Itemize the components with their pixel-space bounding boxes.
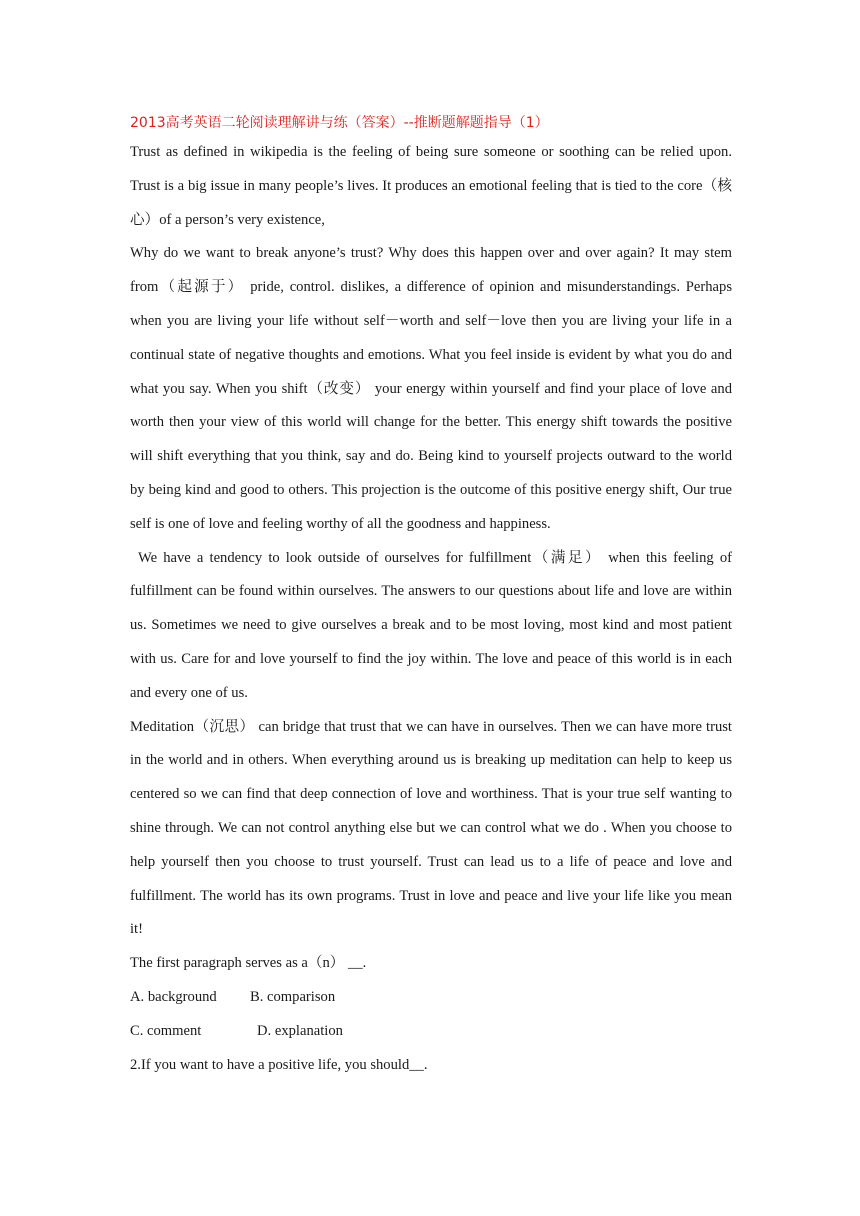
- paragraph-1: Trust as defined in wikipedia is the feeling of being sure someone or soothing can be relied upon. Trust is a big issue in many people’s lives. It produces an emotional feeling that is tied to the core（核心）of a person’s very existence,: [130, 144, 732, 228]
- question-1-options-row-2: [130, 1015, 732, 1049]
- paragraph-4: Meditation（沉思） can bridge that trust that we can have in ourselves. Then we can have more trust in the world and in others. When everything around us is breaking up meditation can help to keep us centered so we can find that deep connection of love and worthiness. That is your true self wanting to shine through. We can not control anything else but we can control what we do . When you choose to help yourself then you choose to trust yourself. Trust can lead us to a life of peace and love and fulfillment. The world has its own programs. Trust in love and peace and live your life like you mean it!: [130, 718, 732, 938]
- paragraph-2: Why do we want to break anyone’s trust? Why does this happen over and over again? It may stem from（起源于） pride, control. dislikes, a difference of opinion and misunderstandings. Perhaps when you are living your life without self－worth and self－love then you are living your life in a continual state of negative thoughts and emotions. What you feel inside is evident by what you do and what you say. When you shift（改变） your energy within yourself and find your place of love and worth then your view of this world will change for the better. This energy shift towards the positive will shift everything that you think, say and do. Being kind to yourself projects outward to the world by being kind and good to others. This projection is the outcome of this positive energy shift, Our true self is one of love and feeling worthy of all the goodness and happiness.: [130, 245, 732, 532]
- question-1-stem: The first paragraph serves as a（n） __.: [130, 955, 367, 972]
- question-2-stem: 2.If you want to have a positive life, you should__.: [130, 1056, 428, 1073]
- document-title: 2013高考英语二轮阅读理解讲与练（答案）--推断题解题指导（1）: [130, 115, 549, 131]
- option-d: D. explanation: [257, 1022, 343, 1039]
- option-c: C. comment: [130, 1022, 202, 1039]
- question-1-options-row-1: [130, 981, 732, 1015]
- document-body: [130, 110, 732, 1082]
- option-b: B. comparison: [250, 988, 336, 1005]
- option-a: A. background: [130, 988, 217, 1005]
- paragraph-3: We have a tendency to look outside of ourselves for fulfillment（满足） when this feeling of fulfillment can be found within ourselves. The answers to our questions about life and love are within us. Sometimes we need to give ourselves a break and to be most loving, most kind and most patient with us. Care for and love yourself to find the joy within. The love and peace of this world is in each and every one of us.: [130, 549, 732, 701]
